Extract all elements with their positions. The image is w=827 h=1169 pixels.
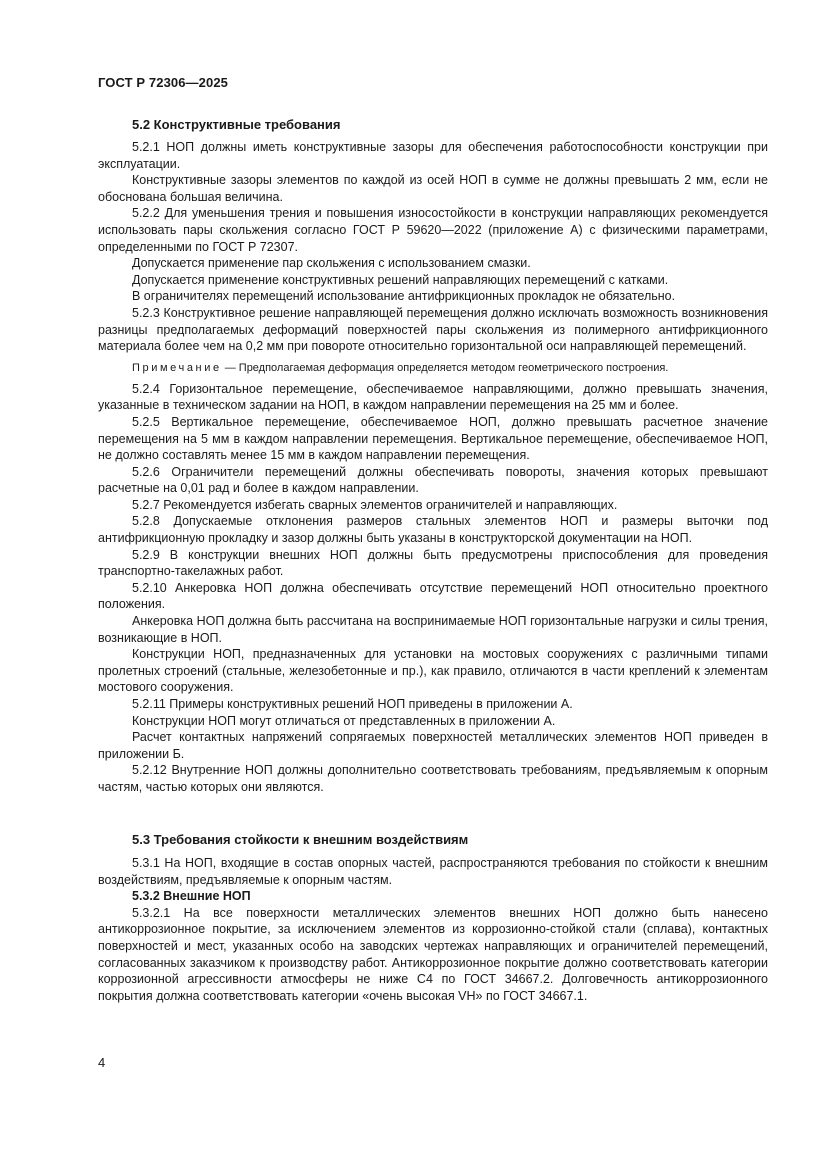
paragraph: Анкеровка НОП должна быть рассчитана на воспринимаемые НОП горизонтальные нагрузки и силы трения, возникающие в НОП. — [98, 614, 768, 645]
paragraph: Конструктивные зазоры элементов по каждой из осей НОП в сумме не должны превышать 2 мм, если не обоснована большая величина. — [98, 173, 768, 204]
subsection-title: 5.3.2 Внешние НОП — [132, 889, 251, 904]
section-5-2-text — [98, 139, 768, 796]
paragraph: 5.2.3 Конструктивное решение направляющей перемещения должно исключать возможность возникновения разницы предполагаемых деформаций поверхностей пары скольжения из полимерного антифрикционного материала более чем на 0,2 мм при повороте относительно горизонтальной оси направляющей перемещений. — [98, 305, 768, 354]
paragraph: В ограничителях перемещений использование антифрикционных прокладок не обязательно. — [132, 289, 676, 304]
paragraph: 5.2.11 Примеры конструктивных решений НОП приведены в приложении А. — [132, 697, 573, 711]
paragraph: 5.2.2 Для уменьшения трения и повышения износостойкости в конструкции направляющих рекомендуется использовать пары скольжения согласно ГОСТ Р 59620—2022 (приложение А) с физическими параметрами, определенными по ГОСТ Р 72307. — [98, 206, 768, 254]
paragraph: 5.2.4 Горизонтальное перемещение, обеспечиваемое направляющими, должно превышать значения, указанные в техническом задании на НОП, в каждом направлении перемещения на 25 мм и более. — [98, 381, 768, 413]
document-code: ГОСТ Р 72306—2025 — [98, 75, 228, 90]
paragraph: 5.2.6 Ограничители перемещений должны обеспечивать повороты, значения которых превышают расчетные на 0,01 рад и более в каждом направлении. — [98, 464, 768, 496]
paragraph: 5.2.8 Допускаемые отклонения размеров стальных элементов НОП и размеры выточки под антифрикционную прокладку и зазор должны быть указаны в конструкторской документации на НОП. — [98, 514, 768, 546]
note — [98, 361, 768, 376]
page-number: 4 — [98, 1055, 106, 1070]
paragraph: 5.2.5 Вертикальное перемещение, обеспечиваемое НОП, должно превышать расчетное значение перемещения на 5 мм в каждом направлении перемещения. Вертикальное перемещение, обеспечиваемое НОП, не должно составлять менее 15 мм в каждом направлении перемещения. — [98, 414, 768, 463]
section-5-3-title: 5.3 Требования стойкости к внешним воздействиям — [132, 832, 469, 847]
section-5-3-text — [98, 855, 768, 1004]
paragraph: 5.2.12 Внутренние НОП должны дополнительно соответствовать требованиям, предъявляемым к опорным частям, частью которых они являются. — [98, 763, 768, 794]
paragraph: 5.2.1 НОП должны иметь конструктивные зазоры для обеспечения работоспособности конструкции при эксплуатации. — [98, 140, 768, 171]
paragraph: Конструкции НОП могут отличаться от представленных в приложении А. — [132, 713, 556, 728]
paragraph: Допускается применение пар скольжения с использованием смазки. — [132, 256, 531, 271]
paragraph: Допускается применение конструктивных решений направляющих перемещений с катками. — [132, 272, 669, 287]
paragraph: Расчет контактных напряжений сопрягаемых поверхностей металлических элементов НОП приведен в приложении Б. — [98, 730, 768, 761]
paragraph: 5.3.2.1 На все поверхности металлических элементов внешних НОП должно быть нанесено антикоррозионное покрытие, за исключением элементов из коррозионно-стойкой стали (сплава), контактных поверхностей и мест, указанных особо на заводских чертежах направляющих и ограничителей перемещений, согласованных заказчиком к производству работ. Антикоррозионное покрытие должно соответствовать категории коррозионной агрессивности атмосферы не ниже С4 по ГОСТ 34667.2. Долговечность антикоррозионного покрытия должна соответствовать категории «очень высокая VH» по ГОСТ 34667.1. — [98, 905, 768, 1003]
note-text: — Предполагаемая деформация определяется методом геометрического построения. — [221, 361, 669, 374]
note-label: Примечание — [132, 361, 222, 374]
section-5-2-title: 5.2 Конструктивные требования — [132, 117, 341, 132]
paragraph: Конструкции НОП, предназначенных для установки на мостовых сооружениях с различными типами пролетных строений (стальные, железобетонные и пр.), как правило, отличаются в части креплений к элементам мостового сооружения. — [98, 647, 768, 695]
paragraph: 5.3.1 На НОП, входящие в состав опорных частей, распространяются требования по стойкости к внешним воздействиям, предъявляемые к опорным частям. — [98, 856, 768, 887]
paragraph: 5.2.10 Анкеровка НОП должна обеспечивать отсутствие перемещений НОП относительно проектного положения. — [98, 580, 768, 612]
paragraph: 5.2.7 Рекомендуется избегать сварных элементов ограничителей и направляющих. — [132, 497, 618, 512]
paragraph: 5.2.9 В конструкции внешних НОП должны быть предусмотрены приспособления для проведения транспортно-такелажных работ. — [98, 547, 768, 579]
